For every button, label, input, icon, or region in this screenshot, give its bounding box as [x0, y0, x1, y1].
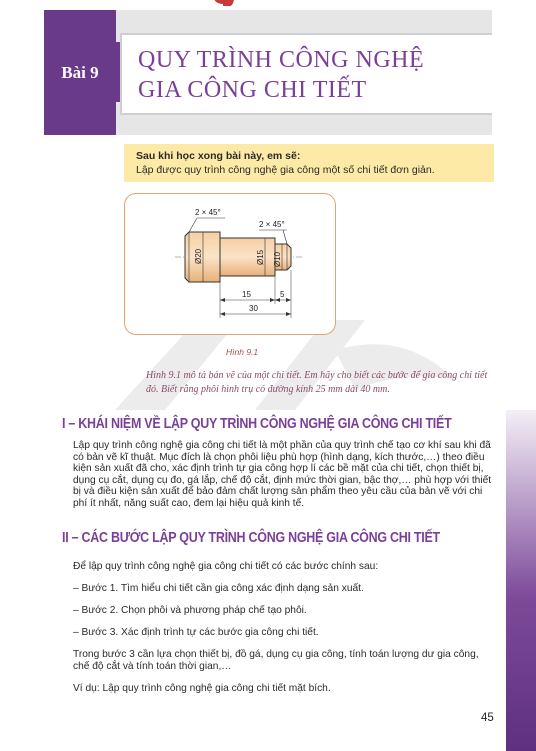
- section-2-title: II – CÁC BƯỚC LẬP QUY TRÌNH CÔNG NGHỆ GIA CÔNG CHI TIẾT: [62, 530, 440, 546]
- side-decoration-bar: [506, 410, 536, 751]
- lesson-number: Bài 9: [61, 62, 99, 82]
- part-diameter-15: [220, 238, 275, 276]
- example-text: Ví dụ: Lập quy trình công nghệ gia công chi tiết mặt bích.: [73, 683, 331, 694]
- figure-description: Hình 9.1 mô tả bản vẽ của một chi tiết. Em hãy cho biết các bước để gia công chi tiết đó. Biết rằng phôi hình trụ có đường kính 25 mm dài 40 mm.: [146, 370, 488, 395]
- title-line-1: QUY TRÌNH CÔNG NGHỆ: [138, 47, 425, 73]
- title-line-2: GIA CÔNG CHI TIẾT: [138, 77, 367, 103]
- page-number: 45: [481, 712, 494, 724]
- lesson-label: [44, 10, 116, 135]
- objectives-heading: Sau khi học xong bài này, em sẽ:: [136, 150, 301, 162]
- objectives-text: Lập được quy trình công nghệ gia công một số chi tiết đơn giản.: [136, 164, 435, 176]
- step-3: – Bước 3. Xác định trình tự các bước gia công chi tiết.: [73, 627, 319, 638]
- length-15-label: 15: [242, 290, 251, 299]
- heading-fragment: [212, 0, 234, 6]
- diameter-10-label: Ø10: [273, 251, 282, 267]
- figure-frame: [124, 193, 336, 335]
- section-1-paragraph: Lập quy trình công nghệ gia công chi tiết là một phần của quy trình chế tạo cơ khí sau khi đã có bản vẽ kĩ thuật. Mục đích là chọn phôi liệu phù hợp (hình dạng, kích thước,…) theo điều kiện sản xuất đã cho, xác định trình tự gia công hợp lí các bề mặt của chi tiết, chọn thiết bị, dụng cụ cắt, dụng cụ đo, gá lắp, chế độ cắt, định mức thời gian, bậc thợ,… phù hợp với thiết bị và điều kiện sản xuất để bảo đảm chất lượng sản phẩm theo yêu cầu của bản vẽ với chi phí ít nhất, năng suất cao, đem lại hiệu quả kinh tế.: [73, 440, 492, 509]
- length-30-label: 30: [249, 304, 258, 313]
- section-2-intro: Để lập quy trình công nghệ gia công chi tiết có các bước chính sau:: [73, 561, 379, 572]
- step-2: – Bước 2. Chọn phôi và phương pháp chế tạo phôi.: [73, 605, 307, 616]
- figure-caption: Hình 9.1: [226, 347, 259, 357]
- chamfer-left-label: 2 × 45°: [195, 208, 221, 217]
- diameter-15-label: Ø15: [256, 249, 265, 265]
- chamfer-right-label: 2 × 45°: [259, 220, 285, 229]
- section-1-title: I – KHÁI NIỆM VỀ LẬP QUY TRÌNH CÔNG NGHỆ GIA CÔNG CHI TIẾT: [62, 416, 452, 432]
- step-3-note: Trong bước 3 cần lựa chọn thiết bị, đồ gá, dụng cụ gia công, tính toán lượng dư gia công, chế độ cắt và tính toán thời gian,…: [73, 649, 479, 672]
- technical-drawing: [125, 194, 335, 334]
- diameter-20-label: Ø20: [194, 248, 203, 264]
- step-1: – Bước 1. Tìm hiểu chi tiết cần gia công xác định dạng sản xuất.: [73, 583, 364, 594]
- learning-objectives: [124, 144, 494, 182]
- lesson-title: [120, 33, 492, 115]
- length-5-label: 5: [280, 290, 285, 299]
